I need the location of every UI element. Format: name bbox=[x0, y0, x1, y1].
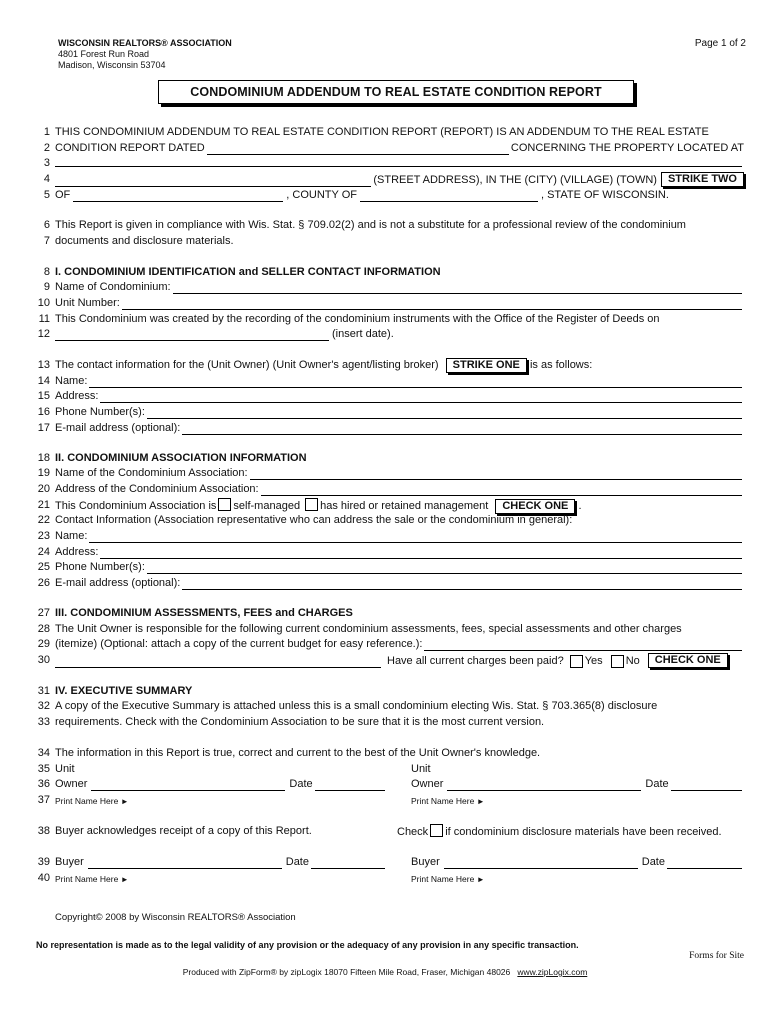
date-label: Date bbox=[285, 856, 309, 868]
line-number: 21 bbox=[37, 499, 50, 511]
line-number: 2 bbox=[43, 142, 50, 154]
assoc-name-field[interactable] bbox=[250, 469, 742, 480]
line-32: A copy of the Executive Summary is attached unless this is a small condominium electing Wis. Stat. § 703.365(8) disclosure bbox=[55, 700, 658, 712]
line-19 bbox=[55, 466, 744, 480]
owner2-date-field[interactable] bbox=[671, 780, 742, 791]
no-label: No bbox=[625, 655, 640, 667]
owner-phone-field[interactable] bbox=[147, 408, 742, 419]
line-33: requirements. Check with the Condominium Association to be sure that it is the most current version. bbox=[55, 716, 545, 728]
buyer2-date-field[interactable] bbox=[667, 858, 742, 869]
assoc-address-label: Address of the Condominium Association: bbox=[55, 483, 259, 495]
recording-date-field[interactable] bbox=[55, 330, 329, 341]
itemize-field[interactable] bbox=[424, 640, 742, 651]
rep-address-label: Address: bbox=[55, 546, 99, 558]
date-label: Date bbox=[289, 778, 313, 790]
assoc-name-label: Name of the Condominium Association: bbox=[55, 467, 248, 479]
line-number: 8 bbox=[43, 266, 50, 278]
line-number: 11 bbox=[38, 313, 50, 325]
line-number: 16 bbox=[37, 406, 50, 418]
copyright: Copyright© 2008 by Wisconsin REALTORS® Association bbox=[55, 912, 296, 923]
buyer-signature-left bbox=[55, 855, 387, 869]
owner-address-field[interactable] bbox=[100, 392, 742, 403]
disclosure-check-line bbox=[397, 824, 744, 839]
line-number: 35 bbox=[37, 763, 50, 775]
produced-text: Produced with ZipForm® by zipLogix 18070 Fifteen Mile Road, Fraser, Michigan 48026 bbox=[182, 967, 511, 977]
rep-name-field[interactable] bbox=[89, 532, 742, 543]
condo-name-label: Name of Condominium: bbox=[55, 281, 171, 293]
line-number: 18 bbox=[37, 452, 50, 464]
strike-one-box: STRIKE ONE bbox=[446, 358, 527, 373]
line-number: 28 bbox=[37, 623, 50, 635]
owner-date-field[interactable] bbox=[315, 780, 385, 791]
unit-number-field[interactable] bbox=[122, 299, 742, 310]
owner-label: Owner bbox=[55, 778, 88, 790]
unit-number-label: Unit Number: bbox=[55, 297, 120, 309]
line-24 bbox=[55, 545, 744, 559]
line-30 bbox=[55, 653, 744, 668]
buyer-date-field[interactable] bbox=[311, 858, 385, 869]
line-9 bbox=[55, 280, 744, 294]
line-16 bbox=[55, 405, 744, 419]
charges-field[interactable] bbox=[55, 657, 381, 668]
line-number: 20 bbox=[37, 483, 50, 495]
self-managed-label: self-managed bbox=[233, 500, 301, 512]
section-3-heading: III. CONDOMINIUM ASSESSMENTS, FEES and CHARGES bbox=[55, 607, 353, 619]
line-3 bbox=[55, 156, 744, 167]
line-number: 34 bbox=[37, 747, 50, 759]
line-26 bbox=[55, 576, 744, 590]
unit-label-right: Unit bbox=[411, 763, 431, 775]
line-number: 13 bbox=[37, 359, 50, 371]
line-15 bbox=[55, 389, 744, 403]
produced-by bbox=[0, 967, 770, 977]
contact-info-label: The contact information for the (Unit Owner) (Unit Owner's agent/listing broker) bbox=[55, 359, 439, 371]
report-dated-label: CONDITION REPORT DATED bbox=[55, 142, 205, 154]
owner-name-label: Name: bbox=[55, 375, 88, 387]
ziplogix-link[interactable]: www.zipLogix.com bbox=[517, 967, 588, 977]
owner-address-label: Address: bbox=[55, 390, 99, 402]
line-4 bbox=[55, 172, 744, 187]
print-name-label: Print Name Here bbox=[55, 874, 119, 884]
county-field[interactable] bbox=[360, 191, 538, 202]
line-28: The Unit Owner is responsible for the following current condominium assessments, fees, special assessments and other charges bbox=[55, 623, 682, 635]
rep-email-label: E-mail address (optional): bbox=[55, 577, 181, 589]
line-14 bbox=[55, 374, 744, 388]
org-name: WISCONSIN REALTORS® ASSOCIATION bbox=[58, 38, 232, 48]
line-number: 10 bbox=[37, 297, 50, 309]
line-25 bbox=[55, 560, 744, 574]
municipality-field[interactable] bbox=[73, 191, 283, 202]
arrow-icon: ► bbox=[476, 797, 485, 806]
date-label: Date bbox=[641, 856, 665, 868]
line-number: 26 bbox=[37, 577, 50, 589]
line-29 bbox=[55, 637, 744, 651]
buyer-ack-text: Buyer acknowledges receipt of a copy of this Report. bbox=[55, 825, 312, 837]
buyer-signature-field[interactable] bbox=[88, 858, 282, 869]
assoc-is-label: This Condominium Association is bbox=[55, 500, 217, 512]
check-label: Check bbox=[397, 826, 429, 838]
owner-phone-label: Phone Number(s): bbox=[55, 406, 145, 418]
line-number: 31 bbox=[37, 685, 50, 697]
section-1-heading: I. CONDOMINIUM IDENTIFICATION and SELLER CONTACT INFORMATION bbox=[55, 266, 441, 278]
print-name-label: Print Name Here bbox=[411, 874, 475, 884]
line-number: 7 bbox=[43, 235, 50, 247]
itemize-label: (itemize) (Optional: attach a copy of the current budget for easy reference.): bbox=[55, 638, 423, 650]
insert-date-label: (insert date). bbox=[332, 328, 394, 340]
line-number: 4 bbox=[43, 173, 50, 185]
street-address-field[interactable] bbox=[55, 176, 371, 187]
rep-phone-field[interactable] bbox=[147, 563, 742, 574]
line-34: The information in this Report is true, correct and current to the best of the Unit Owner's knowledge. bbox=[55, 747, 541, 759]
owner-email-field[interactable] bbox=[182, 424, 742, 435]
page-number: Page 1 of 2 bbox=[694, 38, 746, 49]
line-number: 22 bbox=[37, 514, 50, 526]
line-1 bbox=[55, 125, 744, 139]
line-number: 17 bbox=[37, 422, 50, 434]
condo-name-field[interactable] bbox=[173, 283, 742, 294]
line-7: documents and disclosure materials. bbox=[55, 235, 234, 247]
forms-for-site: Forms for Site bbox=[689, 951, 744, 961]
line-number: 37 bbox=[37, 794, 50, 806]
line-number: 3 bbox=[43, 157, 50, 169]
buyer-print-name-right bbox=[411, 872, 744, 887]
rep-phone-label: Phone Number(s): bbox=[55, 561, 145, 573]
line-number: 15 bbox=[37, 390, 50, 402]
header-block bbox=[58, 38, 232, 71]
self-managed-checkbox[interactable] bbox=[218, 498, 231, 511]
section-2-heading: II. CONDOMINIUM ASSOCIATION INFORMATION bbox=[55, 452, 307, 464]
line-number: 36 bbox=[37, 778, 50, 790]
line-number: 25 bbox=[37, 561, 50, 573]
line-number: 24 bbox=[37, 546, 50, 558]
line-number: 1 bbox=[43, 126, 50, 138]
rep-email-field[interactable] bbox=[182, 579, 742, 590]
rep-address-field[interactable] bbox=[100, 548, 742, 559]
line-21 bbox=[55, 498, 744, 514]
hired-management-label: has hired or retained management bbox=[320, 500, 489, 512]
line-number: 33 bbox=[37, 716, 50, 728]
line-23 bbox=[55, 529, 744, 543]
date-label: Date bbox=[645, 778, 669, 790]
assoc-address-field[interactable] bbox=[261, 485, 742, 496]
print-name-right bbox=[411, 794, 744, 809]
buyer-label: Buyer bbox=[411, 856, 440, 868]
disclosure-received-label: if condominium disclosure materials have been received. bbox=[445, 826, 722, 838]
strike-two-box: STRIKE TWO bbox=[661, 172, 744, 187]
line-number: 14 bbox=[37, 375, 50, 387]
print-name-label: Print Name Here bbox=[411, 796, 475, 806]
report-date-field[interactable] bbox=[207, 144, 509, 155]
line-12 bbox=[55, 327, 744, 341]
county-label: , COUNTY OF bbox=[286, 189, 357, 201]
line-20 bbox=[55, 482, 744, 496]
line-6: This Report is given in compliance with Wis. Stat. § 709.02(2) and is not a substitute for a professional review of the condominium bbox=[55, 219, 686, 231]
owner-signature-left bbox=[55, 777, 387, 791]
org-address-2: Madison, Wisconsin 53704 bbox=[58, 60, 166, 70]
line-13 bbox=[55, 358, 744, 373]
line-number: 38 bbox=[37, 825, 50, 837]
check-one-box: CHECK ONE bbox=[495, 499, 575, 514]
of-label: OF bbox=[55, 189, 71, 201]
charges-paid-yes-checkbox[interactable] bbox=[570, 655, 583, 668]
disclosure-received-checkbox[interactable] bbox=[430, 824, 443, 837]
line-number: 40 bbox=[37, 872, 50, 884]
property-located-label: CONCERNING THE PROPERTY LOCATED AT bbox=[510, 142, 744, 154]
period: . bbox=[578, 500, 582, 512]
org-address-1: 4801 Forest Run Road bbox=[58, 49, 150, 59]
buyer-signature-right bbox=[411, 855, 744, 869]
buyer2-signature-field[interactable] bbox=[444, 858, 638, 869]
property-location-field[interactable] bbox=[55, 156, 742, 167]
owner-signature-right bbox=[411, 777, 744, 791]
line-2 bbox=[55, 141, 744, 155]
check-one-box: CHECK ONE bbox=[648, 653, 728, 668]
arrow-icon: ► bbox=[120, 875, 129, 884]
print-name-label: Print Name Here bbox=[55, 796, 119, 806]
buyer-label: Buyer bbox=[55, 856, 84, 868]
yes-label: Yes bbox=[584, 655, 603, 667]
hired-management-checkbox[interactable] bbox=[305, 498, 318, 511]
line-number: 6 bbox=[43, 219, 50, 231]
line-17 bbox=[55, 421, 744, 435]
line-number: 5 bbox=[43, 189, 50, 201]
owner2-signature-field[interactable] bbox=[447, 780, 641, 791]
rep-name-label: Name: bbox=[55, 530, 88, 542]
street-address-label: (STREET ADDRESS), IN THE (CITY) (VILLAGE) (TOWN) bbox=[373, 174, 657, 186]
line-1-text: THIS CONDOMINIUM ADDENDUM TO REAL ESTATE CONDITION REPORT (REPORT) IS AN ADDENDUM TO THE REAL ESTATE bbox=[55, 126, 709, 138]
arrow-icon: ► bbox=[120, 797, 129, 806]
line-number: 27 bbox=[37, 607, 50, 619]
line-number: 32 bbox=[37, 700, 50, 712]
owner-signature-field[interactable] bbox=[91, 780, 285, 791]
unit-label-left: Unit bbox=[55, 763, 75, 775]
line-10 bbox=[55, 296, 744, 310]
line-11: This Condominium was created by the recording of the condominium instruments with the Office of the Register of Deeds on bbox=[55, 313, 660, 325]
arrow-icon: ► bbox=[476, 875, 485, 884]
line-number: 9 bbox=[43, 281, 50, 293]
charges-paid-no-checkbox[interactable] bbox=[611, 655, 624, 668]
as-follows-label: is as follows: bbox=[529, 359, 593, 371]
owner-name-field[interactable] bbox=[89, 377, 742, 388]
owner-email-label: E-mail address (optional): bbox=[55, 422, 181, 434]
no-representation-notice: No representation is made as to the legal validity of any provision or the adequacy of any provision in any specific transaction. bbox=[36, 940, 579, 950]
state-label: , STATE OF WISCONSIN. bbox=[540, 189, 669, 201]
line-number: 12 bbox=[37, 328, 50, 340]
charges-paid-label: Have all current charges been paid? bbox=[387, 655, 564, 667]
line-number: 30 bbox=[37, 654, 50, 666]
section-4-heading: IV. EXECUTIVE SUMMARY bbox=[55, 685, 193, 697]
line-5 bbox=[55, 188, 744, 202]
line-number: 39 bbox=[37, 856, 50, 868]
line-number: 19 bbox=[37, 467, 50, 479]
line-22: Contact Information (Association representative who can address the sale or the condominium in general): bbox=[55, 514, 573, 526]
line-number: 29 bbox=[37, 638, 50, 650]
owner-label: Owner bbox=[411, 778, 444, 790]
line-number: 23 bbox=[37, 530, 50, 542]
document-title: CONDOMINIUM ADDENDUM TO REAL ESTATE CONDITION REPORT bbox=[158, 80, 634, 104]
